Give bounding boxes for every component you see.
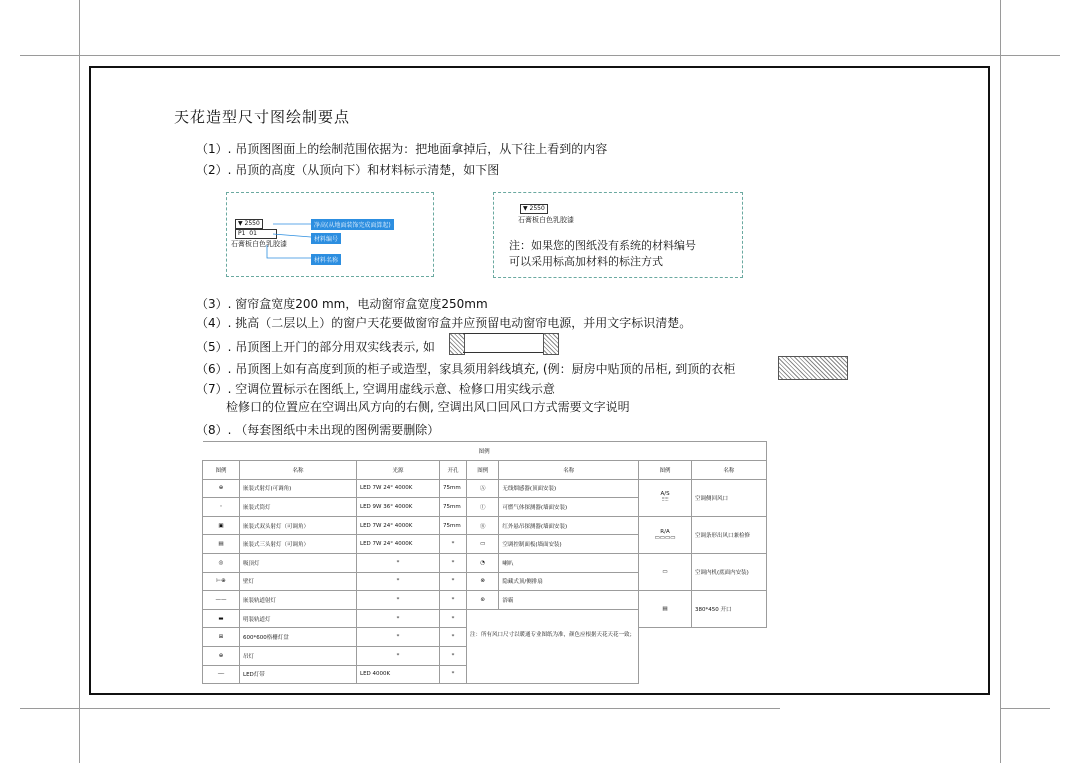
- tag-clear-height: 净高(从地面装饰完成面算起): [311, 219, 394, 230]
- example-box-1: [226, 192, 434, 277]
- legend-hole: *: [440, 535, 467, 554]
- crop-guide-top: [20, 55, 1060, 56]
- col-header-name: 名称: [240, 461, 357, 480]
- grille-light-icon: ⊞: [203, 628, 240, 647]
- legend-name: 喇叭: [499, 553, 639, 572]
- col-header-symbol: 图例: [203, 461, 240, 480]
- legend-name: 嵌装式三头射灯（可调角）: [240, 535, 357, 554]
- access-panel-icon: ▤: [639, 591, 692, 628]
- code-p: P1: [238, 230, 246, 237]
- legend-name: 空调侧回风口: [692, 479, 767, 516]
- legend-title: 图例: [203, 442, 767, 461]
- legend-source: LED 7W 24° 4000K: [357, 516, 440, 535]
- legend-empty: [766, 609, 774, 683]
- col-header-hole: 开孔: [440, 461, 467, 480]
- legend-source: LED 7W 24° 4000K: [357, 535, 440, 554]
- level-value: 2550: [244, 220, 260, 227]
- legend-name: LED灯带: [240, 665, 357, 684]
- speaker-icon: ◔: [467, 553, 499, 572]
- legend-source: LED 4000K: [357, 665, 440, 684]
- example-box-2: [493, 192, 743, 278]
- double-head-light-icon: ▣: [203, 516, 240, 535]
- legend-hole: *: [440, 628, 467, 647]
- legend-name: 嵌装式射灯(可调角): [240, 479, 357, 498]
- tag-material-name: 材料名称: [311, 254, 341, 265]
- legend-name: 明装轨道灯: [240, 609, 357, 628]
- legend-name: 可燃气体探测器(墙面安装): [499, 498, 639, 517]
- legend-name: 空调控制面板(墙面安装): [499, 535, 639, 554]
- crop-guide-bottom: [20, 708, 780, 709]
- legend-hole: 75mm: [440, 516, 467, 535]
- crop-guide-right: [1000, 0, 1001, 763]
- legend-source: *: [357, 572, 440, 591]
- legend-hole: *: [440, 646, 467, 665]
- legend-hole: *: [440, 665, 467, 684]
- item-5: （5）. 吊顶图上开门的部分用双实线表示, 如: [196, 340, 435, 354]
- legend-name: 吊灯: [240, 646, 357, 665]
- legend-hole: *: [440, 591, 467, 610]
- vent-code: R/A: [660, 528, 670, 535]
- exhaust-fan-icon: ⊗: [467, 572, 499, 591]
- crop-guide-bottom-right: [1000, 708, 1050, 709]
- legend-source: LED 7W 24° 4000K: [357, 479, 440, 498]
- legend-name: 壁灯: [240, 572, 357, 591]
- legend-source: LED 9W 36° 4000K: [357, 498, 440, 517]
- legend-table: [202, 441, 774, 684]
- note-line-1: 注：如果您的图纸没有系统的材料编号: [509, 239, 696, 252]
- legend-name: 红外悬吊探测器(墙面安装): [499, 516, 639, 535]
- vent-code: A/S: [660, 491, 670, 498]
- ac-supply-vent-icon: R/A ▭▭▭▭: [639, 516, 692, 553]
- gas-detector-icon: ⓛ: [467, 498, 499, 517]
- door-double-line-symbol: [449, 333, 557, 353]
- item-7a: （7）. 空调位置标示在图纸上, 空调用虚线示意、检修口用实线示意: [196, 382, 555, 396]
- triple-head-light-icon: ▤: [203, 535, 240, 554]
- legend-name: 无线烟感器(顶面安装): [499, 479, 639, 498]
- page-title: 天花造型尺寸图绘制要点: [174, 108, 351, 126]
- recessed-track-light-icon: ——: [203, 591, 240, 610]
- material-name-2: 石膏板白色乳胶漆: [518, 216, 574, 224]
- legend-hole: 75mm: [440, 498, 467, 517]
- table-row: [203, 553, 775, 572]
- code-n: 01: [249, 230, 257, 237]
- item-8: （8）. （每套图纸中未出现的图例需要删除）: [196, 423, 440, 437]
- tag-material-code: 材料编号: [311, 233, 341, 244]
- level-marker: ▼ 2550: [235, 219, 263, 229]
- hatch-fill-sample: [778, 356, 848, 380]
- table-row: [203, 591, 775, 610]
- heater-icon: ⊛: [467, 591, 499, 610]
- legend-name: 600*600格栅灯盘: [240, 628, 357, 647]
- item-3: （3）. 窗帘盒宽度200 mm，电动窗帘盒宽度250mm: [196, 297, 488, 311]
- legend-hole: *: [440, 553, 467, 572]
- col-header-source: 光源: [357, 461, 440, 480]
- legend-note: 注：所有风口尺寸以暖通专业图纸为准，颜色应根据天花天花一致；: [467, 609, 639, 683]
- legend-name: 380*450 开口: [692, 591, 767, 628]
- legend-name: 吸顶灯: [240, 553, 357, 572]
- embedded-downlight-icon: ⊕: [203, 479, 240, 498]
- ac-indoor-unit-icon: ▭: [639, 553, 692, 590]
- legend-name: 隐藏式顶/侧排扇: [499, 572, 639, 591]
- item-4: （4）. 挑高（二层以上）的窗户天花要做窗帘盒并应预留电动窗帘电源，并用文字标识清楚。: [196, 316, 692, 330]
- col-header-name-2: 名称: [499, 461, 639, 480]
- legend-hole: 75mm: [440, 479, 467, 498]
- legend-source: *: [357, 591, 440, 610]
- legend-name: 嵌装式筒灯: [240, 498, 357, 517]
- legend-hole: *: [440, 572, 467, 591]
- legend-name: 空调内机(底面内安装): [692, 553, 767, 590]
- ac-return-vent-icon: A/S ⫶⫶⫶⫶⫶: [639, 479, 692, 516]
- level-value-2: 2550: [529, 205, 545, 212]
- ceiling-light-icon: ◎: [203, 553, 240, 572]
- legend-name: 嵌装式双头射灯（可调角）: [240, 516, 357, 535]
- legend-hole: *: [440, 609, 467, 628]
- led-strip-icon: ┄┄: [203, 665, 240, 684]
- item-2: （2）. 吊顶的高度（从顶向下）和材料标示清楚，如下图: [196, 163, 500, 177]
- col-header-name-3: 名称: [692, 461, 767, 480]
- note-line-2: 可以采用标高加材料的标注方式: [509, 255, 663, 268]
- table-row: [203, 479, 775, 498]
- item-7b: 检修口的位置应在空调出风方向的右侧, 空调出风口回风口方式需要文字说明: [226, 400, 630, 414]
- legend-source: *: [357, 646, 440, 665]
- level-marker-2: ▼ 2550: [520, 204, 548, 214]
- legend-source: *: [357, 628, 440, 647]
- embedded-spotlight-icon: ◦: [203, 498, 240, 517]
- table-row: [203, 516, 775, 535]
- leader-lines: [227, 193, 433, 276]
- crop-guide-left: [79, 0, 80, 763]
- surface-track-light-icon: ▬: [203, 609, 240, 628]
- legend-name: 浴霸: [499, 591, 639, 610]
- item-1: （1）. 吊顶图图面上的绘制范围依据为：把地面拿掉后，从下往上看到的内容: [196, 142, 608, 156]
- pendant-light-icon: ⊕: [203, 646, 240, 665]
- legend-source: *: [357, 609, 440, 628]
- ac-panel-icon: ▭: [467, 535, 499, 554]
- infrared-detector-icon: Ⓡ: [467, 516, 499, 535]
- legend-name: 嵌装轨道射灯: [240, 591, 357, 610]
- col-header-symbol-3: 图例: [639, 461, 692, 480]
- legend-source: *: [357, 553, 440, 572]
- smoke-detector-icon: Ⓐ: [467, 479, 499, 498]
- legend-name: 空调条形出风口兼检修: [692, 516, 767, 553]
- col-header-symbol-2: 图例: [467, 461, 499, 480]
- wall-light-icon: ⊢⊕: [203, 572, 240, 591]
- item-6: （6）. 吊顶图上如有高度到顶的柜子或造型，家具须用斜线填充, (例：厨房中贴顶的吊柜, 到顶的衣柜: [196, 362, 736, 376]
- material-name: 石膏板白色乳胶漆: [231, 240, 287, 248]
